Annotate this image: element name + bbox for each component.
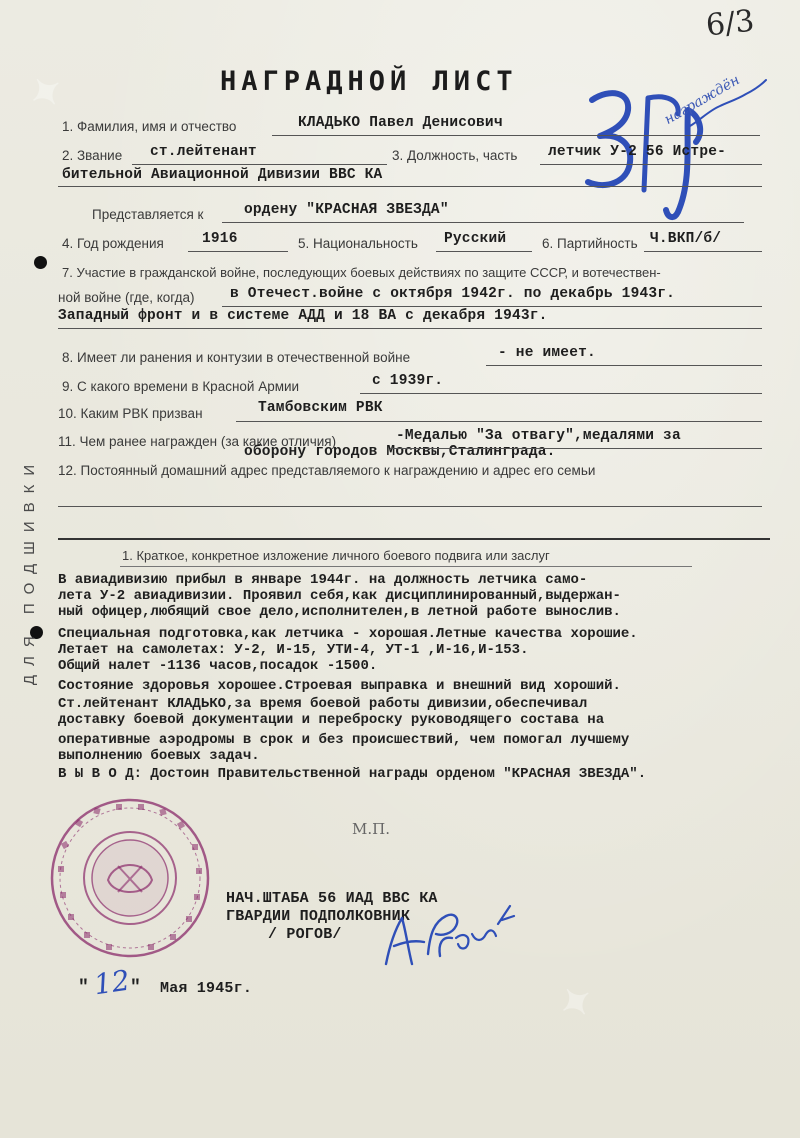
field-7-line-b xyxy=(58,328,762,329)
field-2-line xyxy=(132,164,387,165)
field-7-label-b: ной войне (где, когда) xyxy=(58,290,195,305)
signature-line-1: НАЧ.ШТАБА 56 ИАД ВВС КА xyxy=(226,890,438,907)
body-line-4: Специальная подготовка,как летчика - хорошая.Летные качества хорошие. xyxy=(58,626,638,642)
section-divider xyxy=(58,538,770,540)
field-12-line xyxy=(58,506,762,507)
body-line-3: ный офицер,любящий свое дело,исполнителен,в летной работе вынослив. xyxy=(58,604,621,620)
body-line-10: оперативные аэродромы в срок и без происшествий, чем помогал лучшему xyxy=(58,732,630,748)
signature-line-2: ГВАРДИИ ПОДПОЛКОВНИК xyxy=(226,908,411,925)
field-10-value: Тамбовским РВК xyxy=(258,400,383,416)
body-line-5: Летает на самолетах: У-2, И-15, УТИ-4, УТ-1 ,И-16,И-153. xyxy=(58,642,529,658)
body-line-12: В Ы В О Д: Достоин Правительственной награды орденом "КРАСНАЯ ЗВЕЗДА". xyxy=(58,766,647,782)
presented-value: ордену "КРАСНАЯ ЗВЕЗДА" xyxy=(244,202,449,218)
field-6-label: 6. Партийность xyxy=(542,236,638,251)
field-4-value: 1916 xyxy=(202,231,238,247)
field-11-value-a: -Медалью "За отвагу",медалями за xyxy=(396,428,681,444)
field-3-line-b xyxy=(58,186,762,187)
field-2-label: 2. Звание xyxy=(62,148,123,163)
field-11-line xyxy=(390,448,762,449)
mp-mark: М.П. xyxy=(352,820,390,838)
field-7-label-a: 7. Участие в гражданской войне, последующих боевых действиях по защите СССР, и вотечествен- xyxy=(62,265,661,280)
watermark: ✦ xyxy=(20,65,74,121)
document-title: НАГРАДНОЙ ЛИСТ xyxy=(220,66,518,97)
handwritten-margin-note: награждён xyxy=(661,72,743,128)
field-7-line-a xyxy=(222,306,762,307)
body-line-9: доставку боевой документации и переброску руководящего состава на xyxy=(58,712,605,728)
field-10-line xyxy=(236,421,762,422)
field-5-value: Русский xyxy=(444,231,507,247)
field-1-label: 1. Фамилия, имя и отчество xyxy=(62,119,237,134)
date-day-handwritten: 12 xyxy=(91,963,132,1002)
presented-label: Представляется к xyxy=(92,207,204,222)
field-5-label: 5. Национальность xyxy=(298,236,418,251)
field-4-label: 4. Год рождения xyxy=(62,236,164,251)
date-close-quote: " xyxy=(130,978,142,998)
section-heading: 1. Краткое, конкретное изложение личного боевого подвига или заслуг xyxy=(122,548,550,563)
field-8-value: - не имеет. xyxy=(498,345,596,361)
field-10-label: 10. Каким РВК призван xyxy=(58,406,203,421)
section-heading-line xyxy=(120,566,692,567)
body-line-1: В авиадивизию прибыл в январе 1944г. на должность летчика само- xyxy=(58,572,588,588)
field-6-value: Ч.ВКП/б/ xyxy=(650,231,722,247)
handwritten-signature xyxy=(372,884,522,980)
field-3-label: 3. Должность, часть xyxy=(392,148,518,163)
field-4-line xyxy=(188,251,288,252)
body-line-7: Состояние здоровья хорошее.Строевая выправка и внешний вид хороший. xyxy=(58,678,621,694)
field-9-line xyxy=(360,393,762,394)
field-7-value-b: Западный фронт и в системе АДД и 18 ВА с декабря 1943г. xyxy=(58,308,548,324)
field-11-value-b: оборону городов Москвы,Сталинграда. xyxy=(244,444,556,460)
body-line-6: Общий налет -1136 часов,посадок -1500. xyxy=(58,658,378,674)
field-3-value-a: летчик У-2 56 Истре- xyxy=(548,144,727,160)
field-1-value: КЛАДЬКО Павел Денисович xyxy=(298,115,503,131)
field-12-label: 12. Постоянный домашний адрес представляемого к награждению и адрес его семьи xyxy=(58,463,596,478)
body-line-2: лета У-2 авиадивизии. Проявил себя,как дисциплинированный,выдержан- xyxy=(58,588,621,604)
side-binding-label xyxy=(18,365,42,775)
field-8-label: 8. Имеет ли ранения и контузии в отечественной войне xyxy=(62,350,411,365)
field-2-value: ст.лейтенант xyxy=(150,144,257,160)
field-9-label: 9. С какого времени в Красной Армии xyxy=(62,379,300,394)
field-9-value: с 1939г. xyxy=(372,373,444,389)
watermark: ✦ xyxy=(550,975,604,1031)
field-1-line xyxy=(272,135,760,136)
body-line-8: Ст.лейтенант КЛАДЬКО,за время боевой работы дивизии,обеспечивал xyxy=(58,696,588,712)
presented-line xyxy=(222,222,744,223)
field-6-line xyxy=(644,251,762,252)
punch-hole xyxy=(34,256,47,269)
side-binding-label-text: ДЛЯ ПОДШИВКИ xyxy=(21,455,39,685)
field-3-line-a xyxy=(540,164,762,165)
date-open-quote: " xyxy=(78,978,90,998)
handwritten-signature-text xyxy=(0,0,2,1)
field-5-line xyxy=(436,251,532,252)
field-7-value-a: в Отечест.войне с октября 1942г. по декабрь 1943г. xyxy=(230,286,676,302)
field-11-label: 11. Чем ранее награжден (за какие отличия) xyxy=(58,434,337,449)
official-seal-stamp xyxy=(48,796,212,960)
field-3-value-b: бительной Авиационной Дивизии ВВС КА xyxy=(62,167,383,183)
signature-line-3: / РОГОВ/ xyxy=(268,926,342,943)
field-8-line xyxy=(486,365,762,366)
date-month-year: Мая 1945г. xyxy=(160,980,253,997)
body-line-11: выполнению боевых задач. xyxy=(58,748,260,764)
corner-note: 6/3 xyxy=(704,3,756,44)
